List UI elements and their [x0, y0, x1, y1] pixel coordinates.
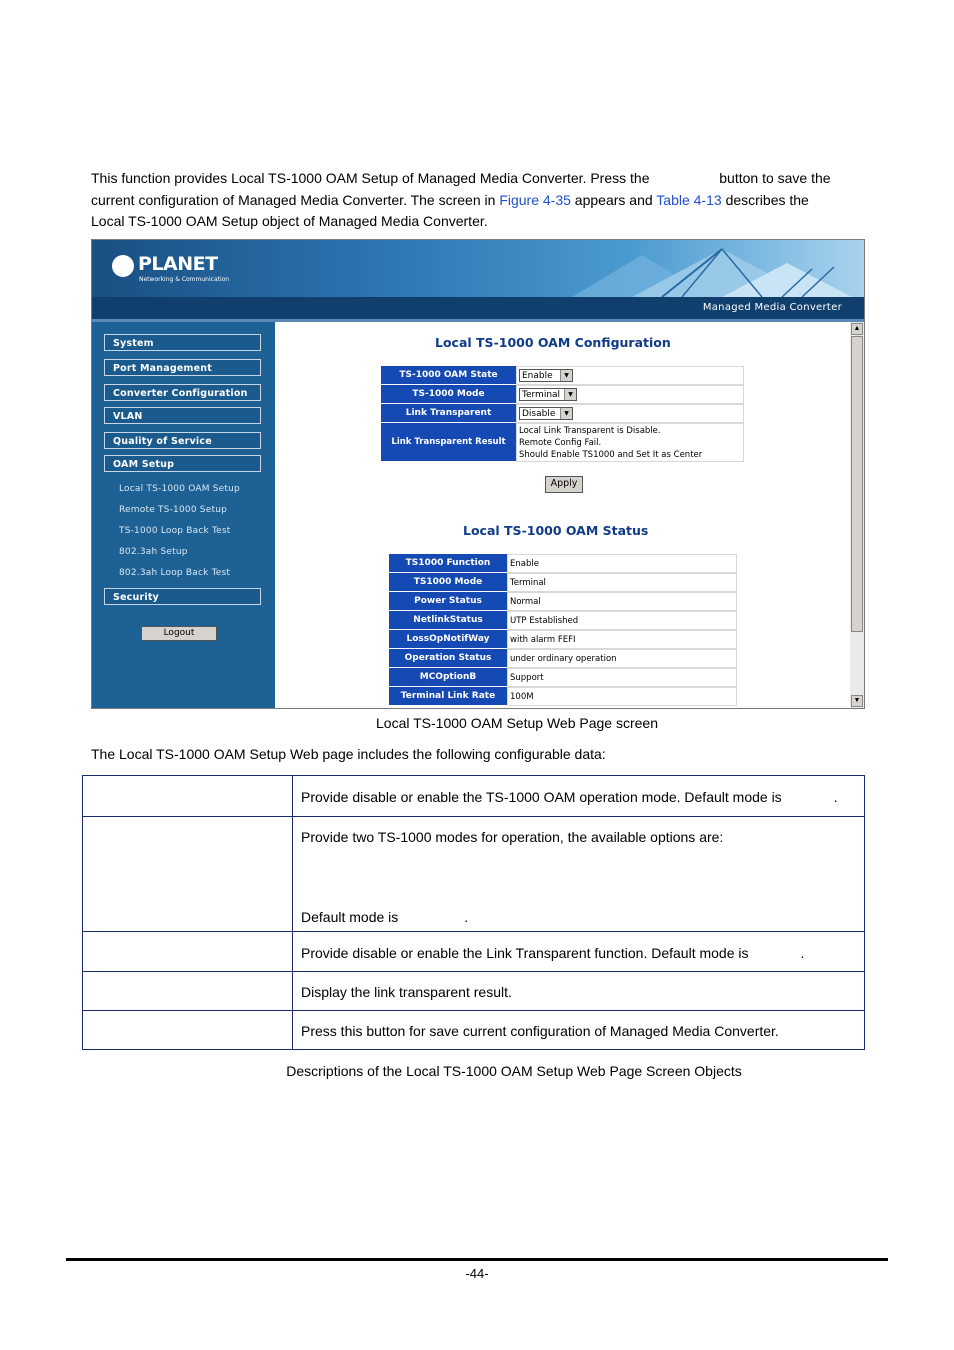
label-oam-state: TS-1000 OAM State — [381, 366, 516, 385]
building-graphic-icon — [572, 245, 852, 297]
dropdown-arrow-icon: ▼ — [560, 370, 572, 381]
apply-button[interactable]: Apply — [545, 476, 583, 493]
value-oam-state — [516, 366, 744, 385]
status-value: Enable — [507, 554, 737, 573]
menu-converter-configuration[interactable]: Converter Configuration — [104, 384, 261, 401]
status-value: Normal — [507, 592, 737, 611]
intro-text: button to save the — [719, 170, 831, 186]
page-number: -44- — [465, 1266, 489, 1281]
description-cell: Press this button for save current configuration of Managed Media Converter. — [293, 1011, 865, 1050]
status-value: Support — [507, 668, 737, 687]
status-label: TS1000 Mode — [389, 573, 507, 592]
intro-text: This function provides Local TS-1000 OAM Setup of Managed Media Converter. Press the — [91, 170, 650, 186]
punctuation: . — [464, 909, 469, 925]
menu-port-management[interactable]: Port Management — [104, 359, 261, 376]
link-transparent-value: Disable — [522, 409, 556, 419]
table-caption: Descriptions of the Local TS-1000 OAM Setup Web Page Screen Objects — [286, 1063, 742, 1079]
status-value: with alarm FEFI — [507, 630, 737, 649]
link-transparent-select[interactable] — [519, 407, 573, 420]
status-value: 100M — [507, 687, 737, 706]
submenu-8023ah-loop-back-test[interactable]: 802.3ah Loop Back Test — [119, 568, 231, 578]
value-ts1000-mode — [516, 385, 744, 404]
dropdown-arrow-icon: ▼ — [560, 408, 572, 419]
oam-state-select[interactable] — [519, 369, 573, 382]
label-link-transparent: Link Transparent — [381, 404, 516, 423]
table-reference-link[interactable]: Table 4-13 — [656, 191, 722, 208]
status-value: Terminal — [507, 573, 737, 592]
value-link-transparent — [516, 404, 744, 423]
status-label: Terminal Link Rate — [389, 687, 507, 706]
submenu-local-ts1000-oam-setup[interactable]: Local TS-1000 OAM Setup — [119, 484, 240, 494]
table-intro: The Local TS-1000 OAM Setup Web page includes the following configurable data: — [91, 746, 606, 762]
object-cell — [83, 776, 293, 817]
status-value: UTP Established — [507, 611, 737, 630]
logout-button[interactable]: Logout — [141, 626, 217, 641]
product-name: Managed Media Converter — [702, 302, 842, 313]
table-row — [83, 817, 865, 932]
menu-vlan[interactable]: VLAN — [104, 407, 261, 424]
menu-security[interactable]: Security — [104, 588, 261, 605]
description-cell — [293, 932, 865, 972]
brand-name: PLANET — [138, 253, 218, 275]
ts1000-mode-select[interactable] — [519, 388, 577, 401]
main-content — [275, 322, 850, 708]
planet-logo-icon — [112, 255, 134, 277]
object-cell — [83, 1011, 293, 1050]
status-label: MCOptionB — [389, 668, 507, 687]
submenu-8023ah-setup[interactable]: 802.3ah Setup — [119, 547, 188, 557]
menu-oam-setup[interactable]: OAM Setup — [104, 455, 261, 472]
intro-text: Local TS-1000 OAM Setup object of Managed Media Converter. — [91, 213, 488, 229]
status-value: under ordinary operation — [507, 649, 737, 668]
header-banner — [92, 240, 864, 297]
submenu-ts1000-loop-back-test[interactable]: TS-1000 Loop Back Test — [119, 526, 231, 536]
intro-text: appears and — [574, 191, 653, 208]
intro-text: describes the — [725, 191, 809, 208]
web-ui-screenshot — [91, 239, 865, 709]
brand-tagline: Networking & Communication — [139, 276, 230, 283]
figure-caption: Local TS-1000 OAM Setup Web Page screen — [376, 715, 658, 731]
product-bar — [92, 297, 864, 319]
scroll-up-icon[interactable]: ▲ — [851, 323, 863, 335]
footer-rule — [66, 1258, 888, 1261]
status-label: LossOpNotifWay — [389, 630, 507, 649]
table-row — [83, 972, 865, 1011]
status-label: Operation Status — [389, 649, 507, 668]
object-cell — [83, 972, 293, 1011]
punctuation: . — [800, 945, 805, 961]
ts1000-mode-value: Terminal — [522, 390, 561, 400]
description-cell: Display the link transparent result. — [293, 972, 865, 1011]
scroll-thumb[interactable] — [851, 336, 863, 632]
status-label: NetlinkStatus — [389, 611, 507, 630]
intro-text: current configuration of Managed Media Converter. The screen in — [91, 191, 496, 208]
description-cell — [293, 776, 865, 817]
object-cell — [83, 817, 293, 932]
table-row — [83, 776, 865, 817]
status-label: TS1000 Function — [389, 554, 507, 573]
label-link-transparent-result: Link Transparent Result — [381, 423, 516, 462]
submenu-remote-ts1000-setup[interactable]: Remote TS-1000 Setup — [119, 505, 228, 515]
value-link-transparent-result — [516, 423, 744, 462]
figure-reference-link[interactable]: Figure 4-35 — [499, 191, 571, 208]
vertical-scrollbar[interactable] — [850, 322, 864, 708]
status-title: Local TS-1000 OAM Status — [463, 523, 649, 538]
dropdown-arrow-icon: ▼ — [564, 389, 576, 400]
description-text: Provide two TS-1000 modes for operation, the available options are: — [301, 829, 724, 845]
intro-paragraph — [91, 168, 861, 233]
sidebar — [92, 322, 275, 708]
menu-quality-of-service[interactable]: Quality of Service — [104, 432, 261, 449]
result-line: Should Enable TS1000 and Set It as Center — [519, 450, 703, 460]
description-cell — [293, 817, 865, 932]
status-label: Power Status — [389, 592, 507, 611]
description-text: Provide disable or enable the TS-1000 OAM operation mode. Default mode is — [301, 789, 782, 805]
description-table — [82, 775, 865, 1050]
config-title: Local TS-1000 OAM Configuration — [435, 335, 671, 350]
table-row — [83, 1011, 865, 1050]
oam-state-value: Enable — [522, 371, 553, 381]
label-ts1000-mode: TS-1000 Mode — [381, 385, 516, 404]
result-line: Local Link Transparent is Disable. — [519, 426, 661, 436]
result-line: Remote Config Fail. — [519, 438, 602, 448]
menu-system[interactable]: System — [104, 334, 261, 351]
object-cell — [83, 932, 293, 972]
description-text: Provide disable or enable the Link Transparent function. Default mode is — [301, 945, 749, 961]
scroll-down-icon[interactable]: ▼ — [851, 695, 863, 707]
description-text: Default mode is — [301, 909, 399, 925]
table-row — [83, 932, 865, 972]
punctuation: . — [833, 789, 838, 805]
